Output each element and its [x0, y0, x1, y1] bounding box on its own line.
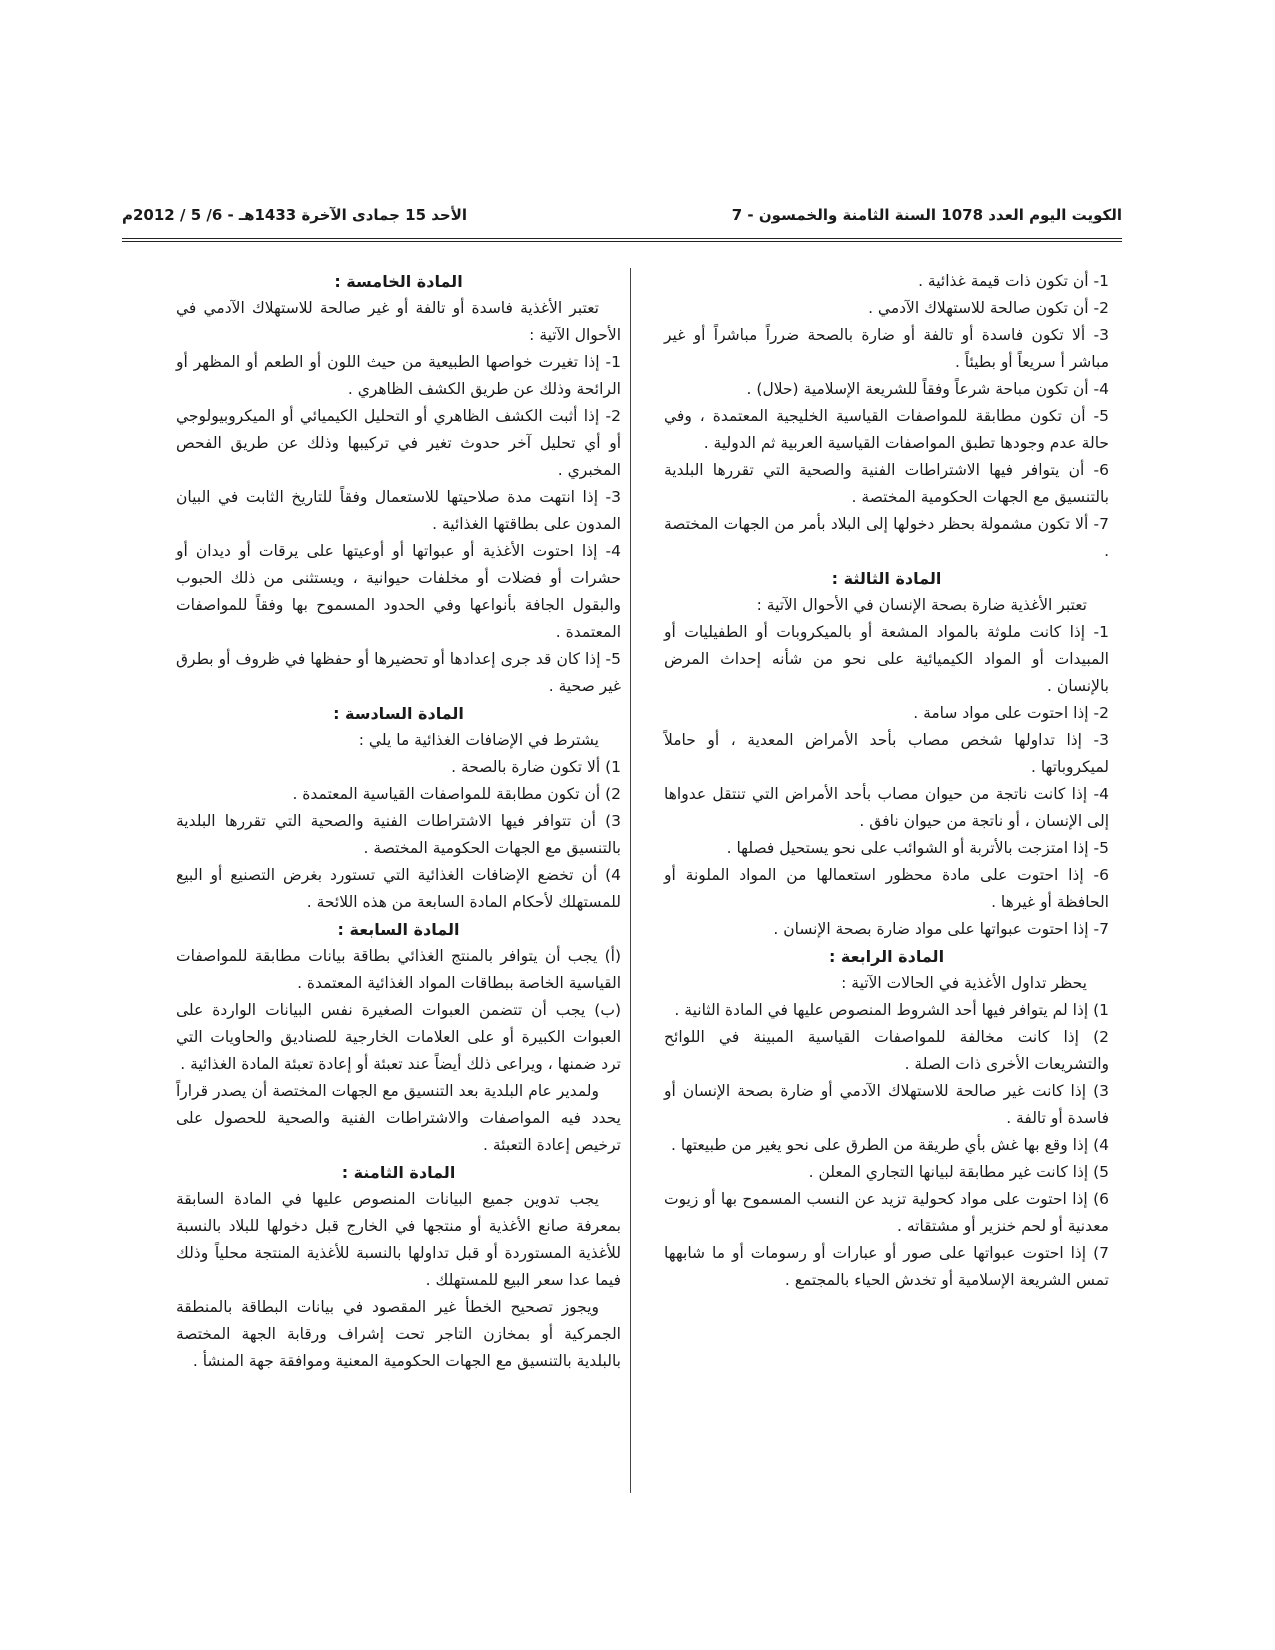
paragraph: 2- أن تكون صالحة للاستهلاك الآدمي . — [868, 299, 1109, 317]
paragraph: 1) ألا تكون ضارة بالصحة . — [451, 758, 621, 776]
paragraph: ولمدير عام البلدية بعد التنسيق مع الجهات المختصة أن يصدر قراراً يحدد فيه المواصفات والاشتراطات الفنية والصحية للحصول على ترخيص إعادة التعبئة . — [176, 1082, 621, 1154]
paragraph: 4- إذا كانت ناتجة من حيوان مصاب بأحد الأمراض التي تنتقل عدواها إلى الإنسان ، أو ناتجة من حيوان نافق . — [664, 785, 1109, 830]
paragraph: 2) إذا كانت مخالفة للمواصفات القياسية المبينة في اللوائح والتشريعات الأخرى ذات الصلة . — [664, 1028, 1109, 1073]
column-divider — [630, 268, 631, 1493]
paragraph: 3) إذا كانت غير صالحة للاستهلاك الآدمي أو ضارة بصحة الإنسان أو فاسدة أو تالفة . — [664, 1082, 1109, 1127]
paragraph: 6- أن يتوافر فيها الاشتراطات الفنية والصحية التي تقررها البلدية بالتنسيق مع الجهات الحكومية المختصة . — [664, 461, 1109, 506]
paragraph: 7- إذا احتوت عبواتها على مواد ضارة بصحة الإنسان . — [773, 920, 1109, 938]
article-heading: المادة الثالثة : — [831, 569, 942, 588]
paragraph: 3- إذا انتهت مدة صلاحيتها للاستعمال وفقاً للتاريخ الثابت في البيان المدون على بطاقتها الغذائية . — [176, 488, 621, 533]
article-heading: المادة السابعة : — [337, 920, 460, 939]
paragraph: (أ) يجب أن يتوافر بالمنتج الغذائي بطاقة بيانات مطابقة للمواصفات القياسية الخاصة ببطاقات المواد الغذائية المعتمدة . — [176, 947, 621, 992]
paragraph: 4) إذا وقع بها غش بأي طريقة من الطرق على نحو يغير من طبيعتها . — [671, 1136, 1109, 1154]
article-heading: المادة الثامنة : — [341, 1163, 456, 1182]
paragraph: 4) أن تخضع الإضافات الغذائية التي تستورد بغرض التصنيع أو البيع للمستهلك لأحكام المادة السابعة من هذه اللائحة . — [176, 866, 621, 911]
paragraph: 5- أن تكون مطابقة للمواصفات القياسية الخليجية المعتمدة ، وفي حالة عدم وجودها تطبق المواصفات القياسية العربية ثم الدولية . — [664, 407, 1109, 452]
paragraph: 3) أن تتوافر فيها الاشتراطات الفنية والصحية التي تقررها البلدية بالتنسيق مع الجهات الحكومية المختصة . — [176, 812, 621, 857]
paragraph: 3- ألا تكون فاسدة أو تالفة أو ضارة بالصحة ضرراً مباشراً أو غير مباشر أ سريعاً أو بطيئاً . — [664, 326, 1109, 371]
paragraph: يشترط في الإضافات الغذائية ما يلي : — [358, 731, 599, 749]
article-heading: المادة السادسة : — [333, 704, 464, 723]
paragraph: 6) إذا احتوت على مواد كحولية تزيد عن النسب المسموح بها أو زيوت معدنية أو لحم خنزير أو مشتقاته . — [664, 1190, 1109, 1235]
paragraph: 2- إذا أثبت الكشف الظاهري أو التحليل الكيميائي أو الميكروبيولوجي أو أي تحليل آخر حدوث تغير في تركيبها وذلك عن طريق الفحص المخبري . — [176, 407, 621, 479]
paragraph: 1- أن تكون ذات قيمة غذائية . — [918, 272, 1109, 290]
paragraph: 1- إذا تغيرت خواصها الطبيعية من حيث اللون أو الطعم أو المظهر أو الرائحة وذلك عن طريق الكشف الظاهري . — [176, 353, 621, 398]
paragraph: ويجوز تصحيح الخطأ غير المقصود في بيانات البطاقة بالمنطقة الجمركية أو بمخازن التاجر تحت إشراف ورقابة الجهة المختصة بالبلدية بالتنسيق مع الجهات الحكومية المعنية وموافقة جهة المنشأ . — [176, 1298, 621, 1370]
page-header — [122, 200, 1122, 230]
article-heading: المادة الرابعة : — [828, 947, 945, 966]
paragraph: 2) أن تكون مطابقة للمواصفات القياسية المعتمدة . — [292, 785, 621, 803]
header-divider — [122, 238, 1122, 242]
paragraph: تعتبر الأغذية ضارة بصحة الإنسان في الأحوال الآتية : — [756, 596, 1087, 614]
header-date: الأحد 15 جمادى الآخرة 1433هـ - 6/ 5 / 2012م — [122, 206, 468, 224]
paragraph: 7) إذا احتوت عبواتها على صور أو عبارات أو رسومات أو ما شابهها تمس الشريعة الإسلامية أو تخدش الحياء بالمجتمع . — [664, 1244, 1109, 1289]
left-column — [176, 268, 621, 1375]
paragraph: 5) إذا كانت غير مطابقة لبيانها التجاري المعلن . — [808, 1163, 1109, 1181]
paragraph: 7- ألا تكون مشمولة بحظر دخولها إلى البلاد بأمر من الجهات المختصة . — [664, 515, 1109, 560]
paragraph: 5- إذا كان قد جرى إعدادها أو تحضيرها أو حفظها في ظروف أو بطرق غير صحية . — [176, 650, 621, 695]
paragraph: (ب) يجب أن تتضمن العبوات الصغيرة نفس البيانات الواردة على العبوات الكبيرة أو على العلامات الخارجية للصناديق والحاويات التي ترد ضمنها ، ويراعى ذلك أيضاً عند تعبئة أو إعادة تعبئة المادة الغذائية . — [176, 1001, 621, 1073]
article-heading: المادة الخامسة : — [334, 272, 463, 291]
paragraph: 2- إذا احتوت على مواد سامة . — [913, 704, 1109, 722]
header-issue-info: الكويت اليوم العدد 1078 السنة الثامنة والخمسون - 7 — [731, 206, 1122, 224]
paragraph: يحظر تداول الأغذية في الحالات الآتية : — [841, 974, 1087, 992]
right-column — [664, 268, 1109, 1294]
paragraph: تعتبر الأغذية فاسدة أو تالفة أو غير صالحة للاستهلاك الآدمي في الأحوال الآتية : — [176, 299, 621, 344]
paragraph: 1) إذا لم يتوافر فيها أحد الشروط المنصوص عليها في المادة الثانية . — [674, 1001, 1109, 1019]
paragraph: 3- إذا تداولها شخص مصاب بأحد الأمراض المعدية ، أو حاملاً لميكروباتها . — [664, 731, 1109, 776]
paragraph: 1- إذا كانت ملوثة بالمواد المشعة أو بالميكروبات أو الطفيليات أو المبيدات أو المواد الكيميائية على نحو من شأنه إحداث المرض بالإنسان . — [664, 623, 1109, 695]
paragraph: 6- إذا احتوت على مادة محظور استعمالها من المواد الملونة أو الحافظة أو غيرها . — [664, 866, 1109, 911]
paragraph: 5- إذا امتزجت بالأتربة أو الشوائب على نحو يستحيل فصلها . — [726, 839, 1109, 857]
paragraph: 4- إذا احتوت الأغذية أو عبواتها أو أوعيتها على يرقات أو ديدان أو حشرات أو فضلات أو مخلفات حيوانية ، ويستثنى من ذلك الحبوب والبقول الجافة بأنواعها وفي الحدود المسموح بها وفقاً للمواصفات المعتمدة . — [176, 542, 621, 641]
paragraph: 4- أن تكون مباحة شرعاً وفقاً للشريعة الإسلامية (حلال) . — [746, 380, 1109, 398]
paragraph: يجب تدوين جميع البيانات المنصوص عليها في المادة السابقة بمعرفة صانع الأغذية أو منتجها في الخارج قبل دخولها للبلاد بالنسبة للأغذية المستوردة أو قبل تداولها بالنسبة للأغذية المنتجة محلياً وذلك فيما عدا سعر البيع للمستهلك . — [176, 1190, 621, 1289]
